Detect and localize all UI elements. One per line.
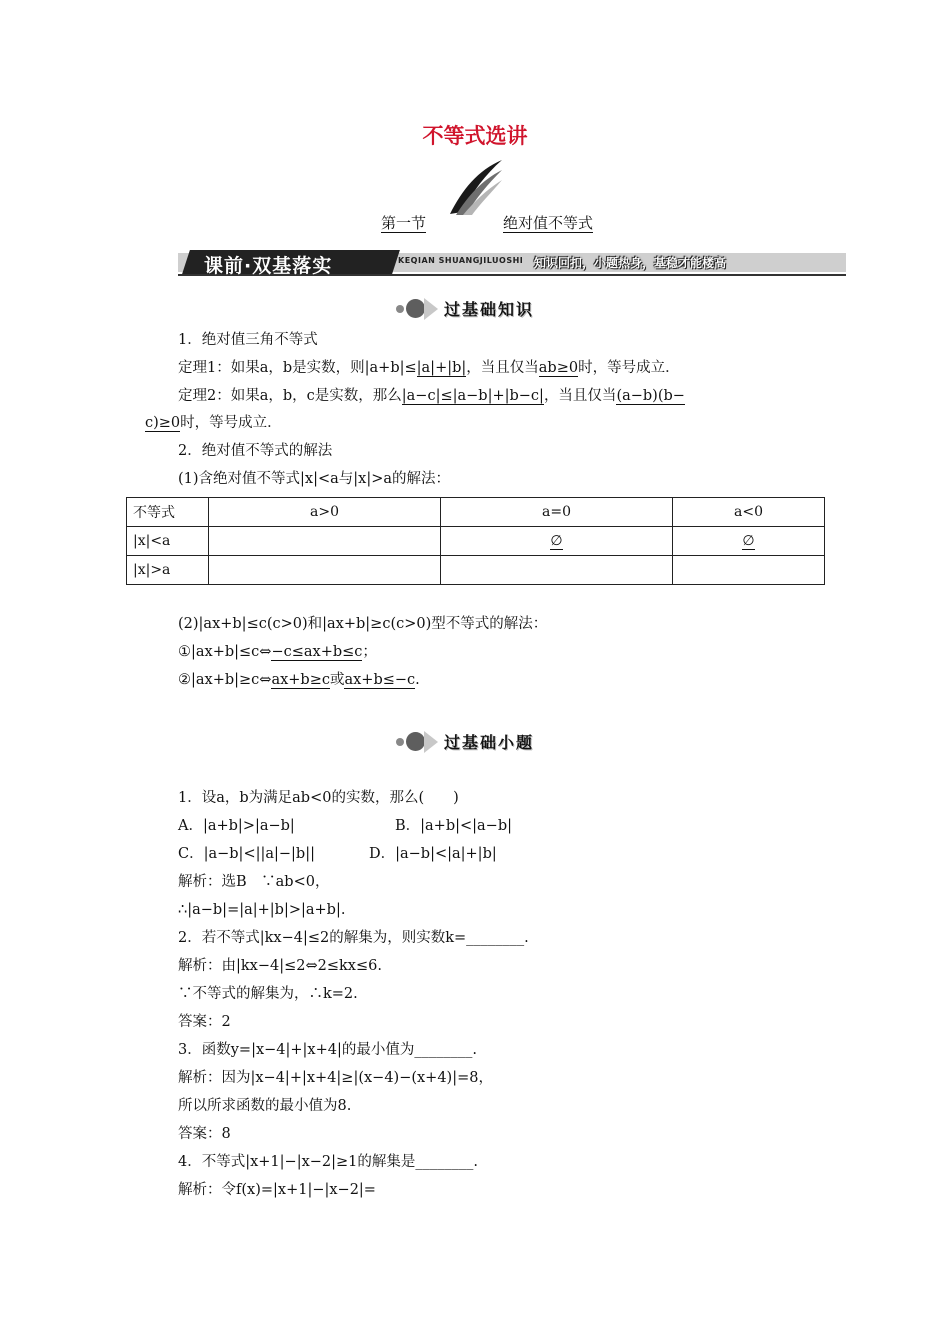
banner-slogan: 知识回扣，小题热身，基稳才能楼高 xyxy=(534,256,727,270)
theorem-1-text-end: 时，等号成立． xyxy=(578,360,680,376)
rule-2-end: . xyxy=(415,672,420,688)
rule-2-answer-1: ax+b≥c xyxy=(271,672,330,688)
exercise-option-b: B．|a+b|<|a−b| xyxy=(395,818,512,834)
exercise-option-a: A．|a+b|>|a−b| xyxy=(178,818,295,834)
section-name: 绝对值不等式 xyxy=(503,214,594,232)
table-cell xyxy=(673,556,825,585)
exercise-line: 2．若不等式|kx−4|≤2的解集为，则实数k=________. xyxy=(178,930,529,946)
rule-1-text: ①|ax+b|≤c⇔ xyxy=(178,644,272,660)
exercise-line: 解析：因为|x−4|+|x+4|≥|(x−4)−(x+4)|=8， xyxy=(178,1070,493,1086)
theorem-2-answer-2-cont: c)≥0 xyxy=(145,415,181,431)
heading-1: 1．绝对值三角不等式 xyxy=(178,332,318,348)
rule-2-answer-2: ax+b≤−c xyxy=(344,672,416,688)
heading-2: 2．绝对值不等式的解法 xyxy=(178,443,333,459)
table-cell xyxy=(441,527,673,556)
subhead-knowledge-label: 过基础知识 xyxy=(444,300,535,319)
rule-1-answer: −c≤ax+b≤c xyxy=(271,644,363,660)
small-dot-icon xyxy=(396,305,404,313)
banner-pinyin: KEQIAN SHUANGJILUOSHI xyxy=(398,256,524,265)
solution-table xyxy=(126,497,825,585)
theorem-2 xyxy=(178,386,685,406)
large-dot-icon xyxy=(406,299,425,318)
arrow-icon xyxy=(424,298,438,320)
exercise-line: 解析：由|kx−4|≤2⇔2≤kx≤6. xyxy=(178,958,382,974)
rule-1 xyxy=(178,642,377,662)
banner xyxy=(178,250,846,276)
table-cell xyxy=(673,527,825,556)
banner-title: 课前·双基落实 xyxy=(204,255,333,277)
theorem-2-text-mid: ，当且仅当 xyxy=(543,388,617,404)
table-cell xyxy=(209,556,441,585)
small-dot-icon xyxy=(396,738,404,746)
table-header: a=0 xyxy=(441,498,673,527)
table-cell: |x|<a xyxy=(127,527,209,556)
rule-2-text: ②|ax+b|≥c⇔ xyxy=(178,672,272,688)
table-header: 不等式 xyxy=(127,498,209,527)
theorem-1-text-mid: ，当且仅当 xyxy=(466,360,539,376)
table-header-row xyxy=(127,498,825,527)
exercise-line: 解析：选B ∵ab<0， xyxy=(178,874,330,890)
exercise-line: ∴|a−b|=|a|+|b|>|a+b|. xyxy=(178,902,346,918)
exercise-line: 1．设a，b为满足ab<0的实数，那么( ) xyxy=(178,790,459,806)
rule-2 xyxy=(178,670,420,690)
swoosh-decoration-icon xyxy=(448,158,504,216)
exercise-option-d: D．|a−b|<|a|+|b| xyxy=(369,846,497,862)
theorem-2-text-end: 时，等号成立． xyxy=(180,415,282,431)
rule-2-text-mid: 或 xyxy=(329,672,345,688)
exercise-option-c: C．|a−b|<||a|−|b|| xyxy=(178,846,315,862)
exercise-line: ∵不等式的解集为，∴k=2. xyxy=(178,986,358,1002)
exercise-line: 所以所求函数的最小值为8. xyxy=(178,1098,352,1114)
section-number: 第一节 xyxy=(381,214,427,232)
paragraph-2: (2)|ax+b|≤c(c>0)和|ax+b|≥c(c>0)型不等式的解法： xyxy=(178,616,548,632)
exercise-line: 解析：令f(x)=|x+1|−|x−2|= xyxy=(178,1182,376,1198)
table-header: a<0 xyxy=(673,498,825,527)
exercise-line: 4．不等式|x+1|−|x−2|≥1的解集是________. xyxy=(178,1154,479,1170)
theorem-2-answer-2: (a−b)(b− xyxy=(616,388,685,404)
theorem-1-text: 定理1：如果a，b是实数，则|a+b|≤ xyxy=(178,360,417,376)
table-cell-answer: ∅ xyxy=(550,533,563,549)
exercise-line: 答案：8 xyxy=(178,1126,231,1142)
exercise-line: 答案：2 xyxy=(178,1014,231,1030)
rule-1-end: ； xyxy=(362,644,377,660)
theorem-1-answer-1: |a|+|b| xyxy=(416,360,467,376)
paragraph-1: (1)含绝对值不等式|x|<a与|x|>a的解法： xyxy=(178,471,451,487)
table-cell-answer: ∅ xyxy=(742,533,755,549)
table-row xyxy=(127,556,825,585)
large-dot-icon xyxy=(406,732,425,751)
theorem-2-text: 定理2：如果a，b，c是实数，那么 xyxy=(178,388,402,404)
table-header: a>0 xyxy=(209,498,441,527)
table-cell: |x|>a xyxy=(127,556,209,585)
theorem-2-continued xyxy=(145,413,282,433)
subhead-exercises-label: 过基础小题 xyxy=(444,733,535,752)
page-title: 不等式选讲 xyxy=(422,124,528,148)
exercise-line: 3．函数y=|x−4|+|x+4|的最小值为________. xyxy=(178,1042,477,1058)
section-heading xyxy=(0,214,950,236)
table-cell xyxy=(441,556,673,585)
theorem-2-answer-1: |a−c|≤|a−b|+|b−c| xyxy=(401,388,544,404)
theorem-1-answer-2: ab≥0 xyxy=(538,360,579,376)
arrow-icon xyxy=(424,731,438,753)
table-cell xyxy=(209,527,441,556)
theorem-1 xyxy=(178,358,680,378)
table-row xyxy=(127,527,825,556)
